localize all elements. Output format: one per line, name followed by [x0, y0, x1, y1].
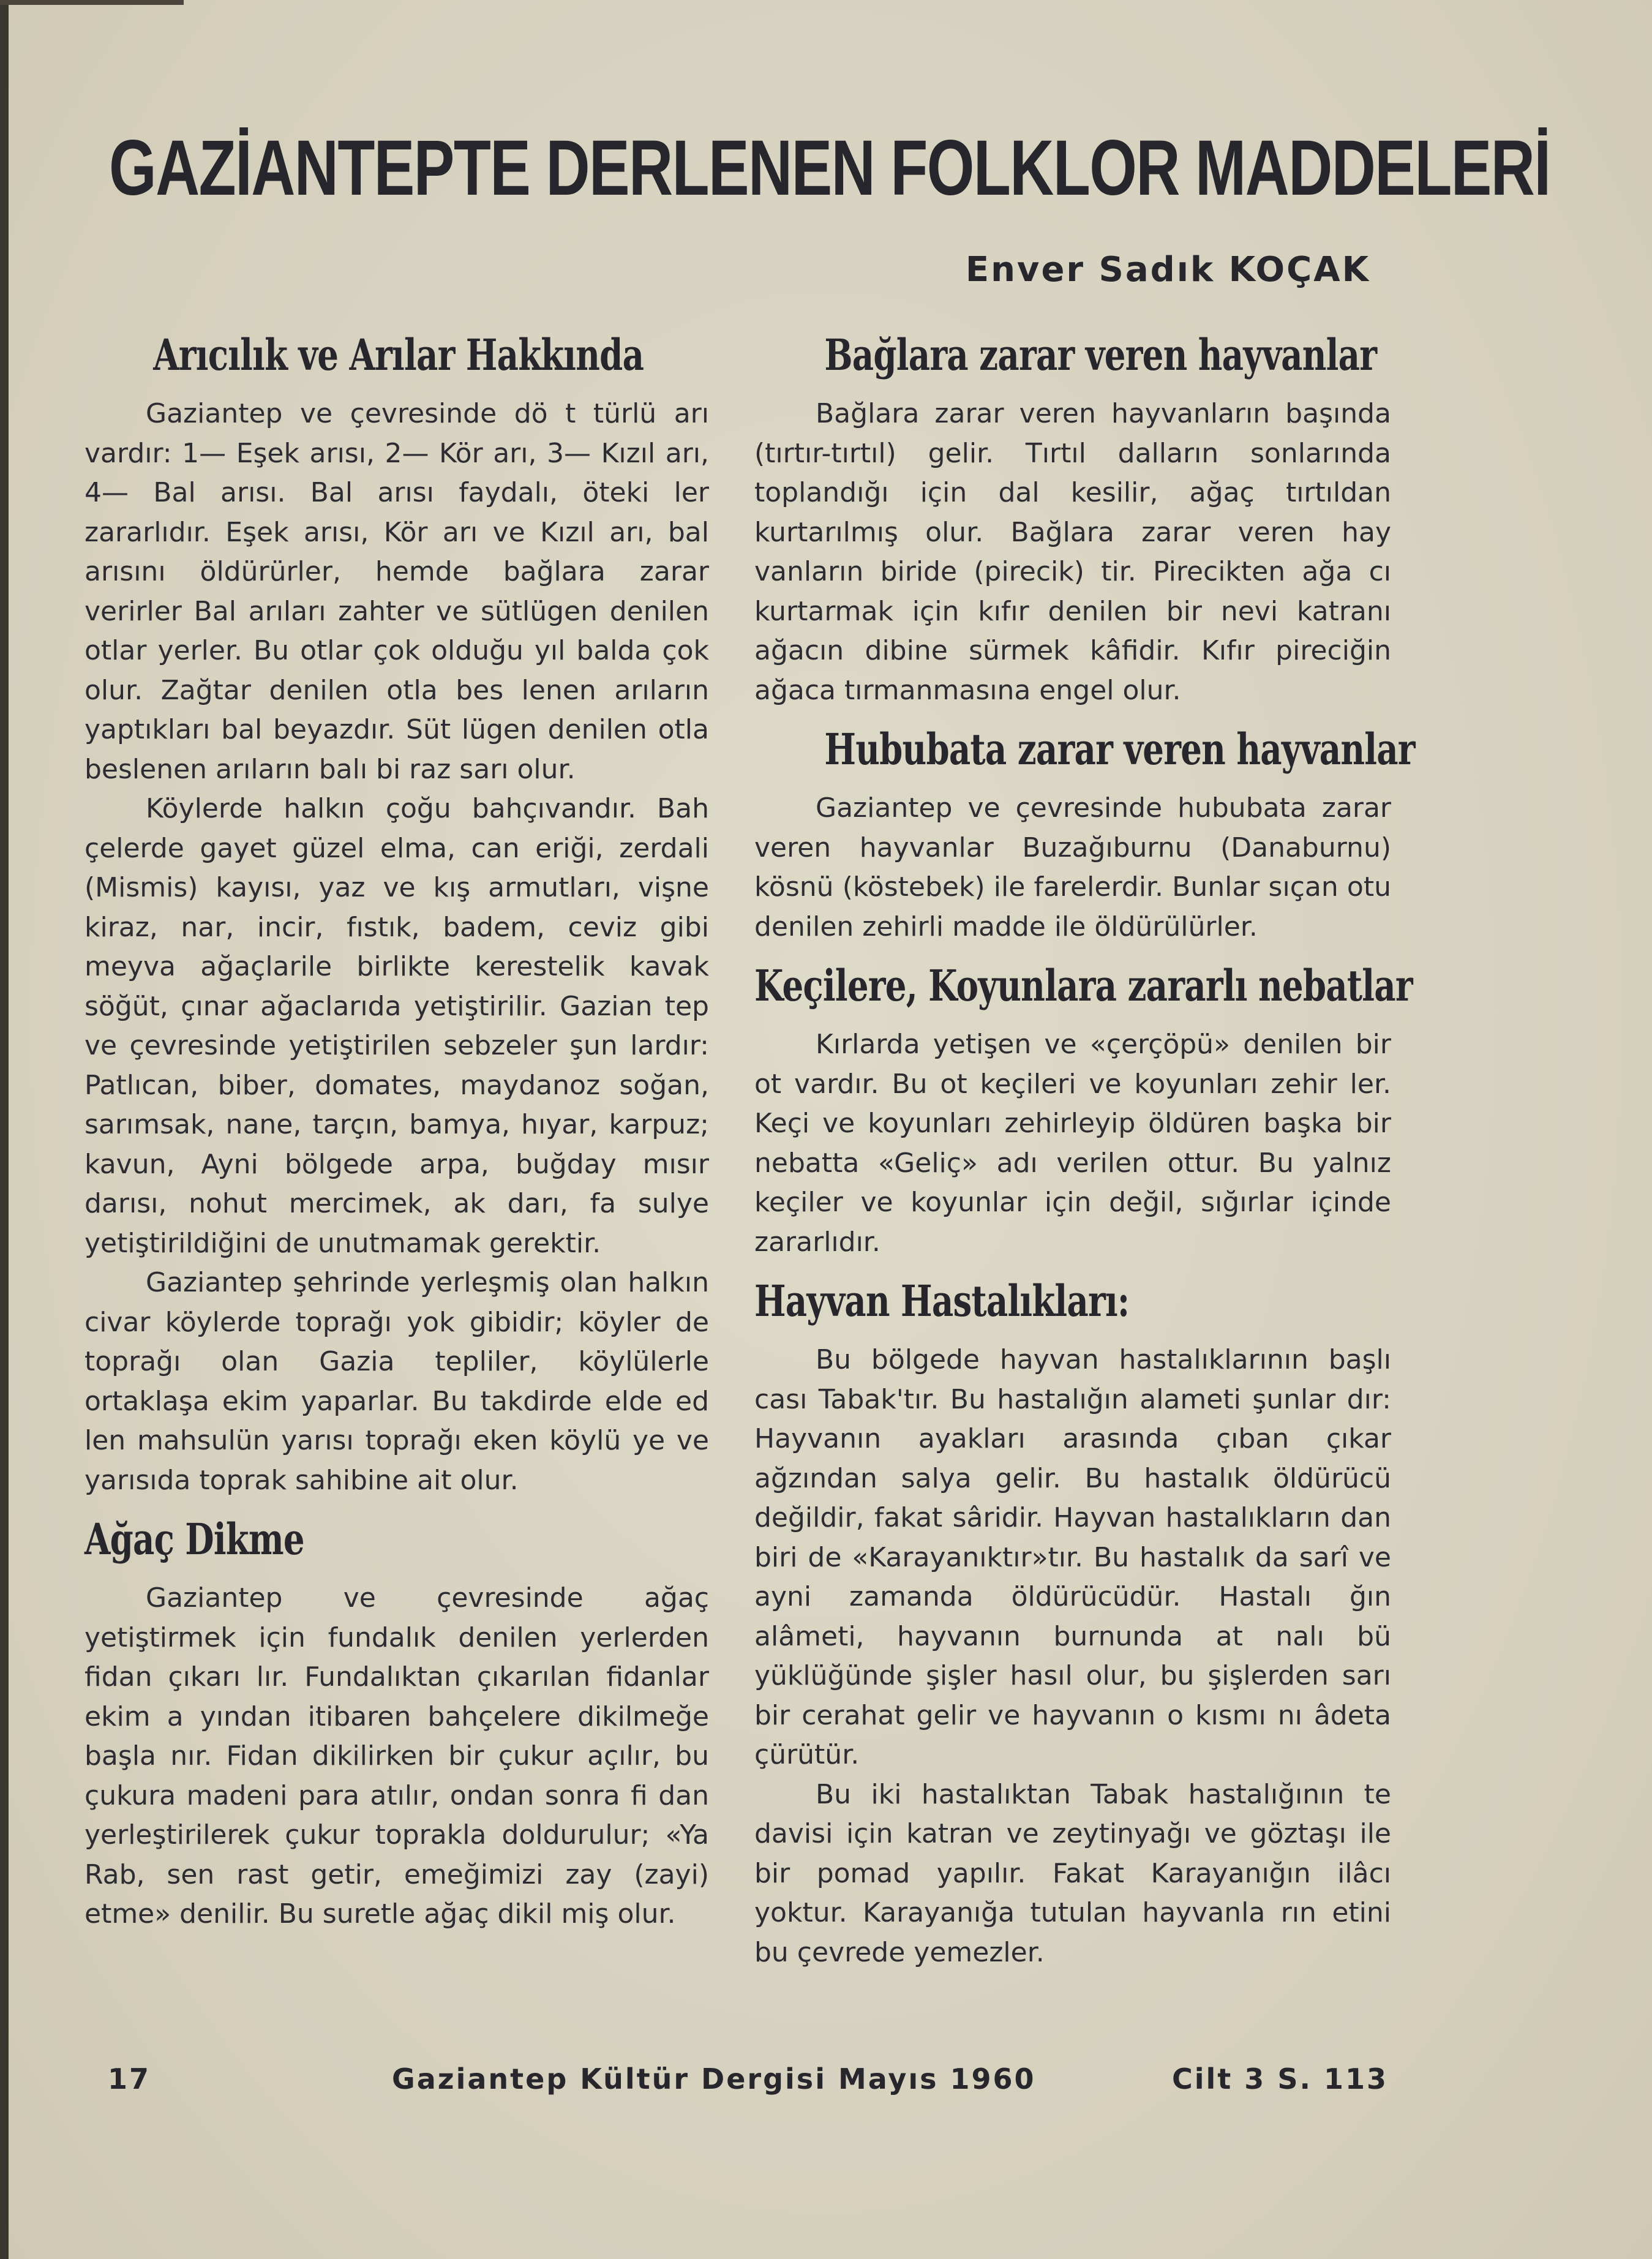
section-heading: Ağaç Dikme: [84, 1514, 304, 1565]
section-aricilik: [84, 325, 709, 1500]
footer-volume: Cilt 3 S. 113: [1172, 2062, 1388, 2095]
right-column: [754, 325, 1415, 1972]
section-heading: Hububata zarar veren hayvanlar: [824, 724, 1415, 775]
page-binding-edge: [0, 0, 9, 2259]
page-top-edge: [0, 0, 184, 5]
section-keciler-koyunlar: [754, 955, 1413, 1262]
section-heading: Arıcılık ve Arılar Hakkında: [153, 329, 644, 380]
footer-page-number: 17: [108, 2062, 151, 2095]
paragraph: Bu iki hastalıktan Tabak hastalığının te davisi için katran ve zeytinyağı ve göztaşı ile bir pomad yapılır. Fakat Karayanığın ilâcı yoktur. Karayanığa tutulan hayvanla rın etini bu çevrede yemezler.: [754, 1778, 1391, 1968]
paragraph: Köylerde halkın çoğu bahçıvandır. Bah çelerde gayet güzel elma, can eriği, zerdali (Mismis) kayısı, yaz ve kış armutları, vişne kiraz, nar, incir, fıstık, badem, ceviz gibi meyva ağaçlarile birlikte kerestelik kavak söğüt, çınar ağaclarıda yetiştirilir. Gazian tep ve çevresinde yetiştirilen sebzeler şun lardır: Patlıcan, biber, domates, maydanoz soğan, sarımsak, nane, tarçın, bamya, hıyar, karpuz; kavun, Ayni bölgede arpa, buğday mısır darısı, nohut mercimek, ak darı, fa sulye yetiştirildiğini de unutmamak gerektir.: [84, 793, 709, 1259]
section-heading: Hayvan Hastalıkları:: [754, 1276, 1130, 1326]
left-column: [84, 325, 709, 1934]
author-name: Enver Sadık KOÇAK: [965, 250, 1370, 290]
footer-journal-name: Gaziantep Kültür Dergisi Mayıs 1960: [392, 2062, 1036, 2095]
page-title: GAZİANTEPTE DERLENEN FOLKLOR MADDELERİ: [109, 124, 1550, 212]
paragraph: Bağlara zarar veren hayvanların başında (tırtır-tırtıl) gelir. Tırtıl dalların sonlarında toplandığı için dal kesilir, ağaç tırtıldan kurtarılmış olur. Bağlara zarar veren hay vanların biride (pirecik) tir. Pirecikten ağa cı kurtarmak için kıfır denilen bir nevi katranı ağacın dibine sürmek kâfidir. Kıfır pireciğin ağaca tırmanmasına engel olur.: [754, 398, 1391, 706]
paragraph: Gaziantep ve çevresinde dö t türlü arı vardır: 1— Eşek arısı, 2— Kör arı, 3— Kızıl arı, 4— Bal arısı. Bal arısı faydalı, öteki ler zararlıdır. Eşek arısı, Kör arı ve Kızıl arı, bal arısını öldürürler, hemde bağlara zarar verirler Bal arıları zahter ve sütlügen denilen otlar yerler. Bu otlar çok olduğu yıl balda çok olur. Zağtar denilen otla bes lenen arıların yaptıkları bal beyazdır. Süt lügen denilen otla beslenen arıların balı bi raz sarı olur.: [84, 398, 709, 785]
paragraph: Gaziantep ve çevresinde hububata zarar veren hayvanlar Buzağıburnu (Danaburnu) kösnü (köstebek) ile farelerdir. Bunlar sıçan otu denilen zehirli madde ile öldürülürler.: [754, 792, 1391, 942]
section-heading: Keçilere, Koyunlara zararlı nebatlar: [754, 960, 1413, 1011]
paragraph: Gaziantep şehrinde yerleşmiş olan halkın civar köylerde toprağı yok gibidir; köyler de toprağı olan Gazia tepliler, köylülerle ortaklaşa ekim yaparlar. Bu takdirde elde ed len mahsulün yarısı toprağı eken köylü ye ve yarısıda toprak sahibine ait olur.: [84, 1267, 709, 1496]
section-hayvan-hastaliklari: [754, 1271, 1391, 1972]
section-hububata-zarar: [754, 719, 1415, 947]
paragraph: Bu bölgede hayvan hastalıklarının başlı cası Tabak'tır. Bu hastalığın alameti şunlar dır: Hayvanın ayakları arasında çıban çıkar ağzından salya gelir. Bu hastalık öldürücü değildir, fakat sâridir. Hayvan hastalıkların dan biri de «Karayanıktır»tır. Bu hastalık da sarî ve ayni zamanda öldürücüdür. Hastalı ğın alâmeti, hayvanın burnunda at nalı bü yüklüğünde şişler hasıl olur, bu şişlerden sarı bir cerahat gelir ve hayvanın o kısmı nı âdeta çürütür.: [754, 1344, 1391, 1770]
paragraph: Gaziantep ve çevresinde ağaç yetiştirmek için fundalık denilen yerlerden fidan çıkarı lır. Fundalıktan çıkarılan fidanlar ekim a yından itibaren bahçelere dikilmeğe başla nır. Fidan dikilirken bir çukur açılır, bu çukura madeni para atılır, ondan sonra fi dan yerleştirilerek çukur toprakla doldurulur; «Ya Rab, sen rast getir, emeğimizi zay (zayi) etme» denilir. Bu suretle ağaç dikil miş olur.: [84, 1582, 709, 1930]
section-agac-dikme: [84, 1509, 709, 1934]
section-baglara-zarar: [754, 325, 1391, 710]
paragraph: Kırlarda yetişen ve «çerçöpü» denilen bir ot vardır. Bu ot keçileri ve koyunları zehir ler. Keçi ve koyunları zehirleyip öldüren başka bir nebatta «Geliç» adı verilen ottur. Bu yalnız keçiler ve koyunlar için değil, sığırlar içinde zararlıdır.: [754, 1029, 1391, 1258]
section-heading: Bağlara zarar veren hayvanlar: [824, 329, 1377, 380]
